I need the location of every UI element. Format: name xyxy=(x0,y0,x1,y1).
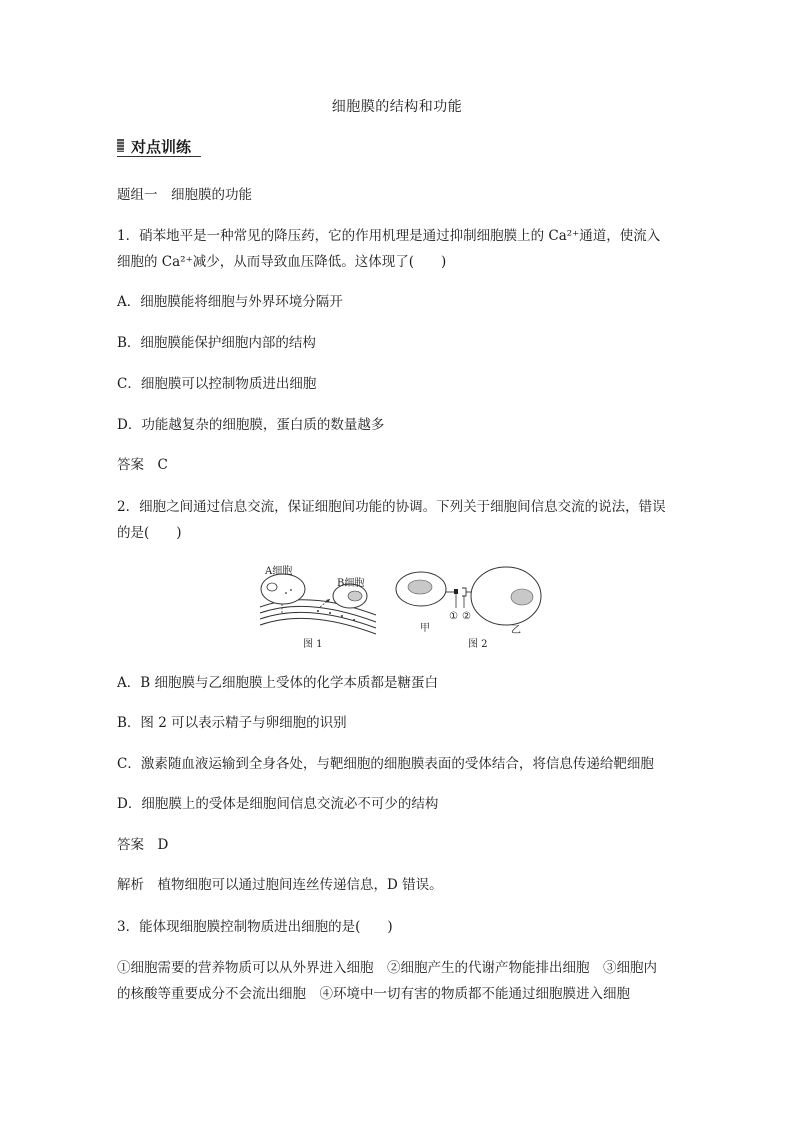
label-mark-1: ① xyxy=(449,611,458,622)
q1-option-c: C．细胞膜可以控制物质进出细胞 xyxy=(117,376,317,392)
q1-option-a: A．细胞膜能将细胞与外界环境分隔开 xyxy=(117,294,343,310)
q2-answer: 答案 D xyxy=(117,837,169,853)
q1-option-b: B．细胞膜能保护细胞内部的结构 xyxy=(117,335,316,351)
label-jia: 甲 xyxy=(420,623,430,634)
label-yi: 乙 xyxy=(511,625,521,636)
q2-option-b: B．图 2 可以表示精子与卵细胞的识别 xyxy=(117,715,347,731)
q2-figure xyxy=(258,563,558,655)
figure2-diagram xyxy=(396,567,541,650)
q1-stem-line1: 1．硝苯地平是一种常见的降压药，它的作用机理是通过抑制细胞膜上的 Ca²⁺通道，使流入 xyxy=(117,228,661,244)
label-fig1: 图 1 xyxy=(303,639,323,650)
label-cell-a: A细胞 xyxy=(265,566,293,577)
q3-items-line1: ①细胞需要的营养物质可以从外界进入细胞 ②细胞产生的代谢产物能排出细胞 ③细胞内 xyxy=(117,960,657,976)
label-mark-2: ② xyxy=(462,611,471,622)
section-heading xyxy=(117,136,201,157)
q2-analysis: 解析 植物细胞可以通过胞间连丝传递信息，D 错误。 xyxy=(117,877,443,893)
section-label: 对点训练 xyxy=(131,138,192,156)
q3-stem: 3．能体现细胞膜控制物质进出细胞的是( ) xyxy=(117,919,393,935)
q2-option-c: C．激素随血液运输到全身各处，与靶细胞的细胞膜表面的受体结合，将信息传递给靶细胞 xyxy=(117,756,654,772)
q2-option-d: D．细胞膜上的受体是细胞间信息交流必不可少的结构 xyxy=(117,796,439,812)
q2-stem-line1: 2．细胞之间通过信息交流，保证细胞间功能的协调。下列关于细胞间信息交流的说法，错误 xyxy=(117,499,666,515)
q2-option-a: A．B 细胞膜与乙细胞膜上受体的化学本质都是糖蛋白 xyxy=(117,675,438,691)
cell-communication-diagram xyxy=(258,563,558,655)
q3-items-line2: 的核酸等重要成分不会流出细胞 ④环境中一切有害的物质都不能通过细胞膜进入细胞 xyxy=(117,986,630,1002)
page-title: 细胞膜的结构和功能 xyxy=(331,99,463,115)
q1-stem-line2: 细胞的 Ca²⁺减少，从而导致血压降低。这体现了( ) xyxy=(117,254,447,270)
section-marker-icon xyxy=(117,139,124,152)
q2-stem-line2: 的是( ) xyxy=(117,525,182,541)
q1-answer: 答案 C xyxy=(117,457,168,473)
label-fig2: 图 2 xyxy=(468,639,488,650)
q1-option-d: D．功能越复杂的细胞膜，蛋白质的数量越多 xyxy=(117,417,385,433)
figure1-diagram xyxy=(260,565,376,650)
group-heading: 题组一 细胞膜的功能 xyxy=(117,187,252,203)
label-cell-b: B细胞 xyxy=(337,578,365,589)
